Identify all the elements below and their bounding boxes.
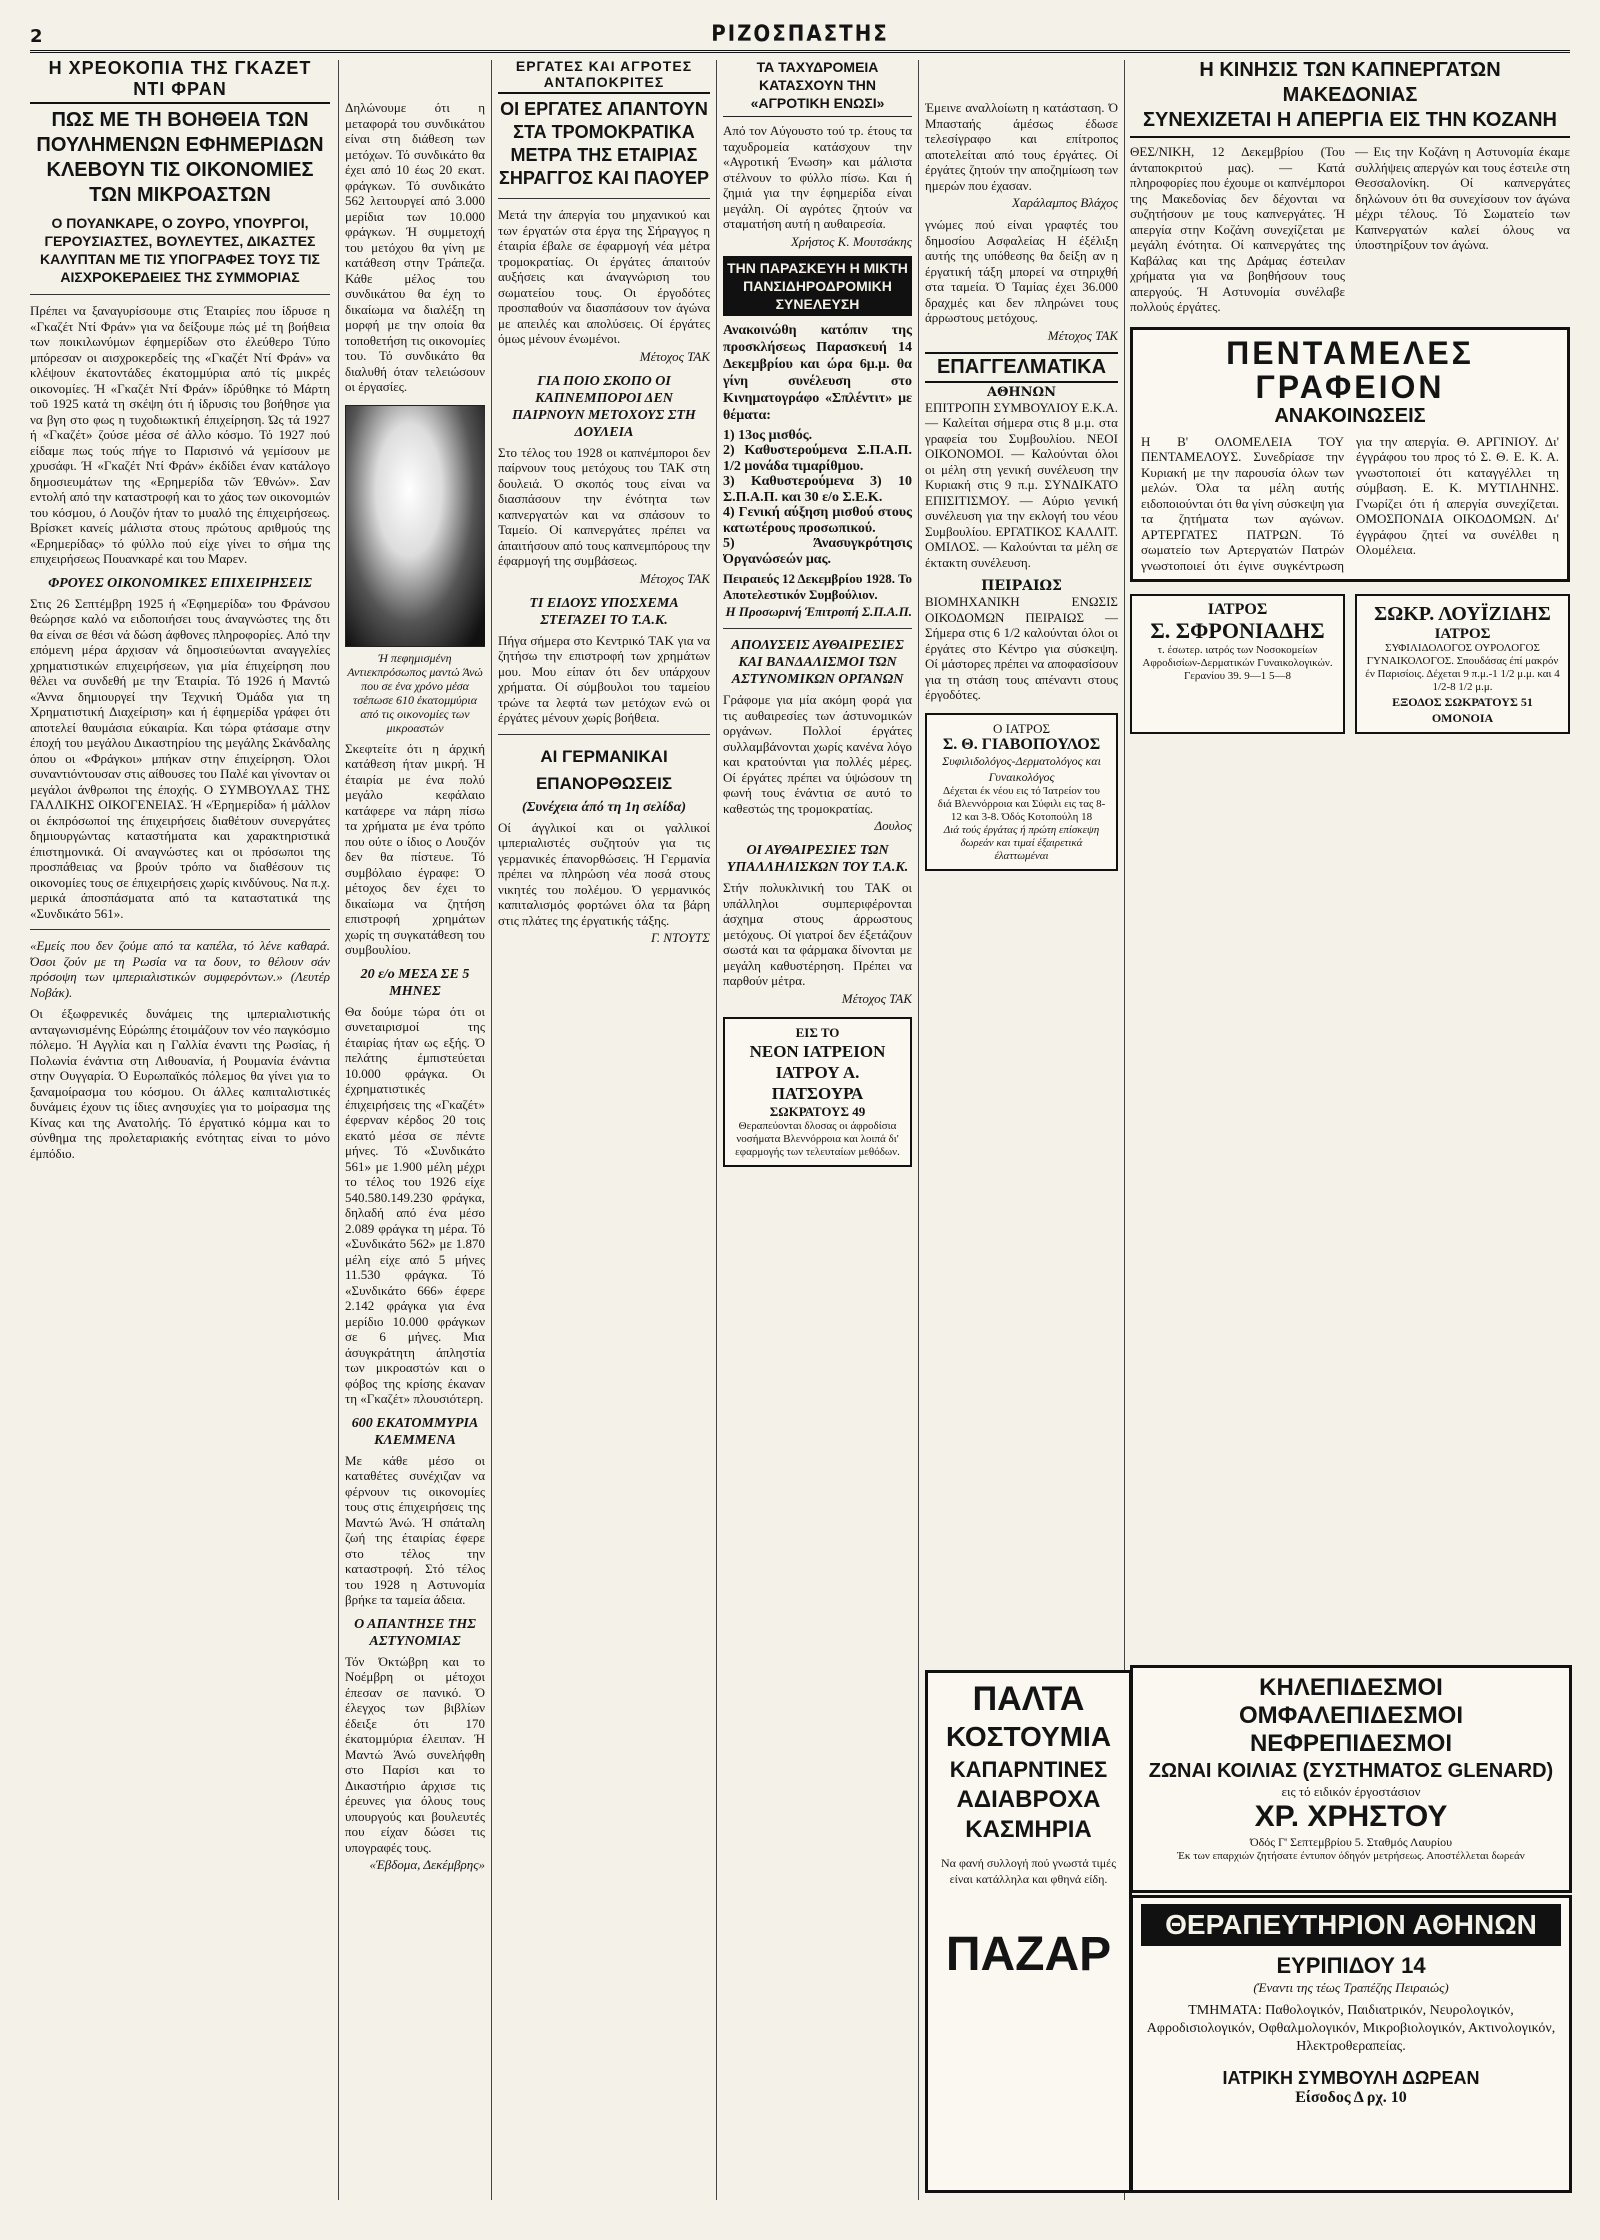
newspaper-name: ΡΙΖΟΣΠΑΣΤΗΣ bbox=[711, 22, 889, 47]
signature: Χρήστος Κ. Μουτσάκης bbox=[790, 233, 912, 249]
ad-name: Σ. Θ. ΓΙΑΒΟΠΟΥΛΟΣ bbox=[942, 735, 1101, 753]
ad-line: ΚΟΣΤΟΥΜΙΑ bbox=[945, 1721, 1112, 1752]
ad-name: Σ. ΣΦΡΟΝΙΑΔΗΣ bbox=[1150, 618, 1325, 643]
column-rule bbox=[338, 60, 339, 2200]
column-6 bbox=[1130, 58, 1570, 1618]
ad-line: ΚΗΛΕΠΙΔΕΣΜΟΙ bbox=[1259, 1674, 1443, 1701]
ad-line: ΚΑΣΜΗΡΙΑ bbox=[965, 1816, 1092, 1843]
ad-therapy-clinic bbox=[1130, 1895, 1572, 2193]
ad-text: Θεραπεύονται δλοσας οι άφροδίσια νοσήματα Βλεννόρροια και λοιπά δι' εφαρμογής των τελευταίων μεθόδων. bbox=[735, 1119, 900, 1158]
ad-text: τ. έσωτερ. ιατρός των Νοσοκομείων Αφροδισίων-Δερματικών Γυναικολογικών. Γερανίου 39. 9—1 5—8 bbox=[1142, 644, 1333, 682]
ad-line: εις τό ειδικόν έργοστάσιον bbox=[1281, 1784, 1421, 1799]
headline: Η ΚΙΝΗΣΙΣ ΤΩΝ ΚΑΠΝΕΡΓΑΤΩΝ ΜΑΚΕΔΟΝΙΑΣ bbox=[1199, 59, 1501, 106]
ad-line: ΑΔΙΑΒΡΟΧΑ bbox=[956, 1786, 1101, 1813]
ad-clothes-bazaar bbox=[925, 1670, 1132, 2193]
announcement: Πειραιεύς 12 Δεκεμβρίου 1928. Το Αποτελεστικόν Συμβούλιον. bbox=[723, 571, 912, 602]
article-body: Έμεινε αναλλοίωτη η κατάσταση. Ό Μπασταής άμέσως έδωσε τελεσίγραφο και επίτροπος αποτελείται από τους έργάτες. Οί έργάτες ζητούν την αποζημίωση των ημερών που έχασαν. bbox=[925, 100, 1118, 193]
article-body: γνώμες πού είναι γραφτές του δημοσίου Ασφαλείας Η έξέλιξη αυτής της υπόθεσης θα δείξη αν η έργατική τάξη μπορεί να στηριχθή στα ταμεία. Ό Ταμίας έχει 36.000 δραχμές και δεν πληρώνει τους άρρωστους μετόχους. bbox=[925, 217, 1118, 325]
subheading: ΦΡΟΥΕΣ ΟΙΚΟΝΟΜΙΚΕΣ ΕΠΙΧΕΙΡΗΣΕΙΣ bbox=[48, 575, 312, 591]
article-body: Θα δούμε τώρα ότι οι συνεταιρισμοί της έταιρίας ήταν ως εξής. Ό πελάτης έμπιστεύεται 10.000 φράγκα. Οι έχρηματιστικές έπιχειρήσεις της «Γκαζέτ» έφερναν κέρδος 20 τοις εκατό μέσα σε πέντε μήνες. Τό «Συνδικάτο 561» με 1.900 μέλη μέχρι το τέλος του 1926 είχε 540.580.149.230 φράγκα, δηλαδή από ένα μέσο 2.089 φράγκα τη μέρα. Τό «Συνδικάτο 562» με 1.870 μέλη είχε από 5 μήνες 11.530 φράγκα. Τό «Συνδικάτο 666» έφερε 2.142 φράγκα για ένα μερίδιο 10.000 φράγκων σε 6 μήνες. Μια άσυγκράτητη άπληστία των μικροαστών και ο φόβος της κρίσης έκαναν τη «Γκαζέτ» πλουσιότερη. bbox=[345, 1003, 485, 1406]
ad-hernia-belts bbox=[1130, 1665, 1572, 1893]
signature: «Έβδομα, Δεκέμβρης» bbox=[369, 1857, 485, 1872]
divider bbox=[30, 294, 330, 295]
ad-name: ΣΩΚΡ. ΛΟΥΪΖΙΔΗΣ bbox=[1374, 603, 1551, 625]
ad-line: ΟΜΦΑΛΕΠΙΔΕΣΜΟΙ bbox=[1238, 1702, 1464, 1729]
ad-note: Έκ των επαρχιών ζητήσατε έντυπον όδηγόν μετρήσεως. Αποστέλλεται δωρεάν bbox=[1177, 1850, 1525, 1862]
subheading: ΑΠΟΛΥΣΕΙΣ ΑΥΘΑΙΡΕΣΙΕΣ ΚΑΙ ΒΑΝΔΑΛΙΣΜΟΙ ΤΩΝ ΑΣΤΥΝΟΜΙΚΩΝ ΟΡΓΑΝΩΝ bbox=[731, 638, 904, 687]
ad-louizidis bbox=[1355, 594, 1570, 734]
ad-name: ΧΡ. ΧΡΗΣΤΟΥ bbox=[1254, 1800, 1448, 1833]
box-subtitle: ΑΝΑΚΟΙΝΩΣΕΙΣ bbox=[1274, 404, 1426, 427]
quote: «Εμείς που δεν ζούμε από τα καπέλα, τό λένε καθαρά. Όσοι ζούν με τη Ρωσία να τα δουν, το θέλουν σάν πρόσοψη των ιμπεριαλιστικών συμφερόντων.» (Λευτέρ Νοβάκ). bbox=[30, 938, 330, 1000]
ad-title: ΙΑΤΡΟΣ bbox=[1434, 626, 1491, 642]
divider bbox=[723, 628, 912, 629]
signature: Χαράλαμπος Βλάχος bbox=[1012, 195, 1118, 210]
ad-title: ΙΑΤΡΟΣ bbox=[1207, 601, 1268, 618]
ad-line: Ο ΙΑΤΡΟΣ bbox=[992, 720, 1051, 736]
ad-fee: Είσοδος Δ ρχ. 10 bbox=[1295, 2089, 1407, 2106]
ad-title: ΝΕΟΝ ΙΑΤΡΕΙΟΝ ΙΑΤΡΟΥ Α. ΠΑΤΣΟΥΡΑ bbox=[749, 1041, 886, 1103]
subheading: 20 ε/ο ΜΕΣΑ ΣΕ 5 ΜΗΝΕΣ bbox=[360, 966, 470, 999]
article-body: Πήγα σήμερα στο Κεντρικό ΤΑΚ για να ζητήσω την επιστροφή των χρημάτων μου. Μου είπαν ότι δεν υπάρχουν χρήματα. Οί σύμβουλοι του ταμείου τρώνε τα λεφτά των μετόχων ενώ οι έργάτες μένουν χωρίς βοήθεια. bbox=[498, 632, 710, 725]
agenda-item: 3) Καθυστερούμενα 3) 10 Σ.Π.Α.Π. και 30 ε/ο Σ.Ε.Κ. bbox=[723, 474, 912, 505]
article-body: Πρέπει να ξαναγυρίσουμε στις Έταιρίες που ίδρυσε η «Γκαζέτ Ντί Φράν» για να δείξουμε πώς μέ τη βοήθεια των ποικιλωνύμων έφημερίδων στο έλεύθερο Τύπο μπόρεσαν οι αισχροκερδείς της «Γκαζέτ Ντί Φράν» να κλέψουν έκατοντάδες έκατομμύρια από τίς μικρές οικονομίες. Ή «Γκαζέτ Ντί Φράν» ίδρύθηκε τό Μάρτη τοῦ 1925 κατά τη σκέψη ότι ή ίδρυσις του βοήθησε για να βγη στο φως η τυχοδιωκτική έπιχείρηση. Ώς τά 1927 ή «Γκαζέτ» ζούσε μέσα σέ άλλο κόσμο. Τό 1927 πού είδαμε πως τούς πήγε το Παρισινό νά γεμίσουν με χρυσάφι. Ή «Γκαζέτ Ντί Φράν» έκδίδει έναν κατάλογο δημοσιευμάτων της «Ερημερίδα τῶν Έθνών». Σαν εντολή από την καταστροφή και το χάος των οικονομιών του κόσμου, ό Λουζόν ήταν το μυαλό της έπιχειρήσεως. Βρίσκετ κανείς μάλιστα στους πρώτους αριθμούς της «Ερημερίδας» τό φύλλο πού είχε γίνει το σήμα της επιχειρήσεως Πουανκαρέ και του Μαρεν. bbox=[30, 303, 330, 566]
ad-title: ΘΕΡΑΠΕΥΤΗΡΙΟΝ ΑΘΗΝΩΝ bbox=[1141, 1904, 1561, 1946]
signature: Η Προσωρινή Έπιτροπή Σ.Π.Α.Π. bbox=[725, 604, 912, 619]
ad-line: ΖΩΝΑΙ ΚΟΙΛΙΑΣ (ΣΥΣΤΗΜΑΤΟΣ GLENARD) bbox=[1148, 1760, 1554, 1782]
signature: Μέτοχος ΤΑΚ bbox=[639, 570, 710, 586]
article-body: ΕΠΙΤΡΟΠΗ ΣΥΜΒΟΥΛΙΟΥ Ε.Κ.Α. — Καλείται σήμερα στις 8 μ.μ. στα γραφεία του Συμβουλίου. ΝΕΟΙ ΟΙΚΟΝΟΜΟΙ. — Καλούνται όλοι οι μέλη στη γενική συνέλευση την Κυριακή στις 9 π.μ. ΣΥΝΔΙΚΑΤΟ ΕΠΙΣΙΤΙΣΜΟΥ. — Αύριο γενική συνέλευση για την εκλογή του νέου Συμβουλίου. ΕΡΓΑΤΙΚΟΣ ΚΑΛΛΙΤ. ΟΜΙΛΟΣ. — Καλούνται τα μέλη σε έκτακτη συνέλευση. bbox=[925, 399, 1118, 570]
announcements-box bbox=[1130, 327, 1570, 583]
subheading-reparations: ΑΙ ΓΕΡΜΑΝΙΚΑΙ ΕΠΑΝΟΡΘΩΣΕΙΣ bbox=[535, 746, 673, 793]
ad-note: ΙΑΤΡΙΚΗ ΣΥΜΒΟΥΛΗ ΔΩΡΕΑΝ bbox=[1222, 2068, 1480, 2088]
article-body: Σκεφτείτε ότι η άρχική κατάθεση ήταν μικρή. Ή έταιρία με ένα πολύ μεγάλο κεφάλαιο κατάφερε να πάρη πίσω τα χρήματα με ένα τρόπο που ούτε ο ίδιος ο Λουζόν δεν θα πίστευε. Τό συμβόλαιο έγραφε: Ό μέτοχος δεν έχει το δικαίωμα να ζητήση επιστροφή χρημάτων χωρίς τη συγκατάθεση του συμβουλίου. bbox=[345, 740, 485, 957]
deck: Ο ΠΟΥΑΝΚΑΡΕ, Ο ΖΟΥΡΟ, ΥΠΟΥΡΓΟΙ, ΓΕΡΟΥΣΙΑΣΤΕΣ, ΒΟΥΛΕΥΤΕΣ, ΔΙΚΑΣΤΕΣ ΚΑΛΥΠΤΑΝ ΜΕ ΤΙΣ ΥΠΟΓΡΑΦΕΣ ΤΟΥΣ ΤΙΣ ΑΙΣΧΡΟΚΕΡΔΕΙΕΣ ΤΗΣ ΣΥΜΜΟΡΙΑΣ bbox=[40, 215, 320, 285]
column-rule bbox=[918, 60, 919, 2200]
ad-text: Να φανή συλλογή πού γνωστά τιμές είναι κατάλληλα και φθηνά είδη. bbox=[941, 1856, 1116, 1886]
masthead bbox=[30, 20, 1570, 53]
ad-address: ΕΞΟΔΟΣ ΣΩΚΡΑΤΟΥΣ 51 ΟΜΟΝΟΙΑ bbox=[1392, 695, 1533, 725]
agenda-item: 4) Γενική αύξηση μισθού στους κατωτέρους προσωπικού. bbox=[723, 505, 912, 536]
article-body: Στις 26 Σεπτέμβρη 1925 ή «Έφημερίδα» του Φράνσου θεώρησε καλό να ειδοποιήσει τους άναγνώστες της δτι θα είναι σε θέσι νά δώση άφθονες πληροφορίες. Από την επόμενη μέρα άρχισαν νά δημοσιεύωνται αναγγελίες χρηματιστικών επιχειρήσεων, για μία έπιχείρηση που θέλει να συνδεθή με την Έταιρία. Τό 1926 ή Μαντώ «Άννα δημιουργεί την Τεχνική Όμάδα για τη Χρηματιστική Διαχείριση» και ή έφημερίδα γράφει ότι αποτελεί θαυμάσια εύκαιρία. Και τώρα φτάσαμε στην έποχή του μεγάλου Δικαστηρίου της μεγάλης Σκάνδαλης όπου οι «Φράγκοι» μπήκαν στην έπιχείρηση. Όλοι συναντιόντουσαν στις αίθουσες του Παλέ και γίνονταν οι μεγάλοι άνθρωποι της έποχής. Ο ΣΥΜΒΟΥΛΑΣ ΤΗΣ ΓΑΛΛΙΚΗΣ ΟΙΚΟΓΕΝΕΙΑΣ. Ή «Έρημερίδα» ή μάλλον οι έκπρόσωποί της έπιχειρήσεις διαθέτουν συνεργάτες δημιουργώντας καταστήματα και χαρακτηριστικά έπιστημονικά. Οί αναγνώστες και οι πρόσωποι της προσπάθειας να βρούν τρόπο να διαθέσουν τις οικονομίες τους σε έπιχειρήσεις χωρίς κινδύνους. Να π.χ. μερικά άποσπάσματα από τα καταστατικά της «Συνδικάτο 561». bbox=[30, 595, 330, 921]
ad-address: ΣΩΚΡΑΤΟΥΣ 49 bbox=[769, 1103, 866, 1119]
section-heading-professional: ΕΠΑΓΓΕΛΜΑΤΙΚΑ bbox=[925, 352, 1118, 383]
column-rule bbox=[716, 60, 717, 2200]
signature: Μέτοχος ΤΑΚ bbox=[639, 348, 710, 364]
ad-sfroniadis bbox=[1130, 594, 1345, 734]
kicker: Η ΧΡΕΟΚΟΠΙΑ ΤΗΣ ΓΚΑΖΕΤ ΝΤΙ ΦΡΑΝ bbox=[30, 58, 330, 104]
ad-name: ΠΑΖΑΡ bbox=[945, 1928, 1112, 1981]
article-body: Τόν Όκτώβρη και το Νοέμβρη οι μέτοχοι έπεσαν σε πανικό. Ό έλεγχος των βιβλίων έδειξε ότι 170 έκατομμύρια έλειπαν. Ή Μαντώ Άνώ συνελήφθη στο Παρίσι και το Δικαστήριο άρχισε τις έρευνες για όλους τους υπουργούς και βουλευτές που είχαν δώσει τις υπογραφές τους. bbox=[345, 1653, 485, 1855]
ad-specialty: Συφιλιδολόγος-Δερματολόγος και Γυναικολόγος bbox=[942, 753, 1101, 784]
divider bbox=[498, 198, 710, 199]
article-body: Από τον Αύγουστο τού τρ. έτους τα ταχυδρομεία κατάσχουν την «Αγροτική Ένωση» και μάλιστα στέλνουν το φύλλο πίσω. Και ή ζημιά για την έφημερίδα είναι μεγάλη. Οί αγρότες ζητούν να σταματήση αυτή η αυθαιρεσία. bbox=[723, 123, 912, 231]
article-body: Δηλώνουμε ότι η μεταφορά του συνδικάτου είναι στη διάθεση των μετόχων. Τό συνδικάτο θα έχει από 10 έως 20 εκατ. φράγκων. Τό συνδικάτο 562 λειτουργεί από 3.000 μερίδια των 10.000 φράγκων. Ή συμμετοχή του μετόχου θα γίνη με κατάθεση στην Τράπεζα. Κάθε μέλος του συνδικάτου θα έχη το δικαίωμα να διαλέξη τη μορφή με την οποία θα τοποθετήση τις οικονομίες του. Τό συνδικάτο θα διαλυθή όταν τελειώσουν οι έργασίες. bbox=[345, 100, 485, 394]
headline: ΤΑ ΤΑΧΥΔΡΟΜΕΙΑ ΚΑΤΑΣΧΟΥΝ ΤΗΝ «ΑΓΡΟΤΙΚΗ ΕΝΩΣΙ» bbox=[723, 58, 912, 117]
ad-note: Διά τούς έργάτας ή πρώτη επίσκεψη δωρεάν και τιμαί έξαιρετικά έλαττωμέναι bbox=[943, 823, 1100, 862]
signature: Μέτοχος ΤΑΚ bbox=[1047, 327, 1118, 343]
article-body: ΘΕΣ/ΝΙΚΗ, 12 Δεκεμβρίου (Του άνταποκριτού μας). — Κατά πληροφορίες που έχουμε οι καπνέμποροι της Μακεδονίας δεν δέχονται να συζητήσουν με τους καπνεργάτες. Ή απεργία στην Κοζάνη συνεχίζεται με μεγάλη ένότητα. Οί καπνεργάτες της Καβάλας και της Δράμας έστειλαν χρήματα για να βοηθήσουν τους απεργούς. Ή Αστυνομία συνέλαβε πολλούς έργάτες. bbox=[1130, 144, 1345, 314]
agenda-item: 2) Καθυστερούμενα Σ.Π.Α.Π. 1/2 μονάδα τιμαρίθμου. bbox=[723, 443, 912, 474]
announcement: Ανακοινώθη κατόπιν της προσκλήσεως Παρασκευή 14 Δεκεμβρίου και ώρα 6μ.μ. θα γίνη συνέλευση στο Κινηματογράφο «Σπλέντιτ» με θέματα: bbox=[723, 322, 912, 423]
page-number: 2 bbox=[30, 26, 43, 47]
headline: ΣΥΝΕΧΙΖΕΤΑΙ Η ΑΠΕΡΓΙΑ ΕΙΣ ΤΗΝ ΚΟΖΑΝΗ bbox=[1130, 108, 1570, 138]
subheading: Ο ΑΠΑΝΤΗΣΕ ΤΗΣ ΑΣΤΥΝΟΜΙΑΣ bbox=[354, 1616, 476, 1649]
article-body: Με κάθε μέσο οι καταθέτες συνέχιζαν να φέρνουν τις οικονομίες τους στις έπιχειρήσεις της Μαντώ Άνώ. Ή σπάταλη ζωή της έταιρίας έφερε στο τέλος την καταστροφή. Στό τέλος του 1928 η Αστυνομία βρήκε τα ταμεία άδεια. bbox=[345, 1452, 485, 1607]
headline-meeting: ΤΗΝ ΠΑΡΑΣΚΕΥΗ Η ΜΙΚΤΗ ΠΑΝΣΙΔΗΡΟΔΡΟΜΙΚΗ ΣΥΝΕΛΕΥΣΗ bbox=[723, 256, 912, 316]
box-title: ΠΕΝΤΑΜΕΛΕΣ ΓΡΑΦΕΙΟΝ bbox=[1226, 334, 1474, 405]
column-4 bbox=[723, 58, 912, 2198]
section-city: ΠΕΙΡΑΙΩΣ bbox=[981, 578, 1062, 594]
article-body: Στο τέλος του 1928 οι καπνέμποροι δεν παίρνουν τους μετόχους του ΤΑΚ στη δουλειά. Ό σκοπός τους είναι να διασπάσουν την ένότητα των καπνεργατών και να σπάσουν το Ταμείο. Οί καπνεργάτες πρέπει να άπαιτήσουν από τους καπνεμπόρους την έφαρμογή της συμβάσεως. bbox=[498, 444, 710, 568]
divider bbox=[30, 929, 330, 930]
portrait-photo bbox=[345, 405, 485, 647]
subheading: ΤΙ ΕΙΔΟΥΣ ΥΠΟΣΧΕΜΑ ΣΤΕΓΑΖΕΙ ΤΟ Τ.Α.Κ. bbox=[529, 595, 679, 628]
divider bbox=[498, 734, 710, 735]
article-body: Στήν πολυκλινική του ΤΑΚ οι υπάλληλοι συμπεριφέρονται άσχημα στους άρρωστους μετόχους. Οί γιατροί δεν έξετάζουν σωστά και τα φάρμακα δίνονται με μεγάλη καθυστέρηση. Πρέπει να παρθούν μέτρα. bbox=[723, 880, 912, 988]
ad-patsouras bbox=[723, 1017, 912, 1167]
column-5 bbox=[925, 100, 1118, 1660]
kicker: ΕΡΓΑΤΕΣ ΚΑΙ ΑΓΡΟΤΕΣ ΑΝΤΑΠΟΚΡΙΤΕΣ bbox=[498, 58, 710, 94]
ad-line: ΠΑΛΤΑ bbox=[972, 1680, 1085, 1718]
article-body: Μετά την άπεργία του μηχανικού και των έργατών στα έργα της Σήραγγος η έταιρία έβαλε σε έφαρμογή νέα μέτρα τρομοκρατίας. Οι έργάτες άπαιτούν αυξήσεις και άναγνώριση του σωματείου τους. Οι έργοδότες προσπαθούν να διασπάσουν τον άγώνα με απειλές και απολύσεις. Οί έργάτες όμως μένουν ένωμένοι. bbox=[498, 207, 710, 346]
ad-line: ΚΑΠΑΡΝΤΙΝΕΣ bbox=[949, 1757, 1108, 1782]
ad-line: ΕΙΣ ΤΟ bbox=[795, 1024, 840, 1040]
correspondents-column bbox=[498, 58, 710, 2198]
headline: ΟΙ ΕΡΓΑΤΕΣ ΑΠΑΝΤΟΥΝ ΣΤΑ ΤΡΟΜΟΚΡΑΤΙΚΑ ΜΕΤΡΑ ΤΗΣ ΕΤΑΙΡΙΑΣ ΣΗΡΑΓΓΟΣ ΚΑΙ ΠΑΟΥΕΡ bbox=[499, 99, 709, 188]
ad-subtitle: (Έναντι της τέως Τραπέζης Πειραιώς) bbox=[1253, 1980, 1449, 1995]
ad-text: Δέχεται έκ νέου εις τό Ίατρείον του διά Βλεννόρροια και Σύφιλι εις τας 8-12 και 3-8. Όδός Κοτοπούλη 18 bbox=[937, 784, 1106, 823]
agenda-list bbox=[723, 428, 912, 568]
article-body: Γράφομε για μία ακόμη φορά για τις αυθαιρεσίες των άστυνομικών οργάνων. Πολλοί έργάτες συλλαμβάνονται χωρίς κανένα λόγο και κρατούνται για πολλές μέρες. Οί έργάτες πρέπει να ύψώσουν τη φωνή τους ένάντια σε αυτό το καθεστώς της τρομοκρατίας. bbox=[723, 692, 912, 816]
subheading: 600 ΕΚΑΤΟΜΜΥΡΙΑ ΚΛΕΜΜΕΝΑ bbox=[351, 1415, 479, 1448]
article-gazette-column bbox=[30, 58, 330, 2198]
subheading-note: (Συνέχεια άπό τη 1η σελίδα) bbox=[522, 799, 686, 815]
subheading: ΓΙΑ ΠΟΙΟ ΣΚΟΠΟ ΟΙ ΚΑΠΝΕΜΠΟΡΟΙ ΔΕΝ ΠΑΙΡΝΟΥΝ ΜΕΤΟΧΟΥΣ ΣΤΗ ΔΟΥΛΕΙΑ bbox=[512, 373, 696, 440]
article-gazette-continued bbox=[345, 100, 485, 2240]
column-rule bbox=[491, 60, 492, 2200]
ad-address: ΕΥΡΙΠΙΔΟΥ 14 bbox=[1276, 1953, 1426, 1978]
ad-text: ΣΥΦΙΛΙΔΟΛΟΓΟΣ ΟΥΡΟΛΟΓΟΣ ΓΥΝΑΙΚΟΛΟΓΟΣ. Σπουδάσας έπί μακρόν έν Παρισίοις. Δέχεται 9 π.μ.-1 1/2 μ.μ. και 4 1/2-8 1/2 μ.μ. bbox=[1365, 642, 1560, 693]
signature: Γ. ΝΤΟΥΤΣ bbox=[651, 930, 710, 945]
subheading: ΟΙ ΑΥΘΑΙΡΕΣΙΕΣ ΤΩΝ ΥΠΑΛΛΗΛΙΣΚΩΝ ΤΟΥ Τ.Α.Κ. bbox=[726, 843, 909, 875]
signature: Δουλος bbox=[874, 818, 912, 833]
ad-text: ΤΜΗΜΑΤΑ: Παθολογικόν, Παιδιατρικόν, Νευρολογικόν, Αφροδισιολογικόν, Οφθαλμολογικόν, Μικροβιολογικόν, Ακτινολογικόν, Ηλεκτροθεραπείας. bbox=[1146, 2003, 1556, 2054]
agenda-item: 1) 13ος μισθός. bbox=[723, 427, 813, 443]
agenda-item: 5) Άνασυγκρότησις Όργανώσεών μας. bbox=[723, 536, 912, 567]
article-body: — Εις την Κοζάνη η Αστυνομία έκαμε συλλήψεις απεργών και τους έστειλε στη Θεσσαλονίκη. Οί καπνεργάτες δηλώνουν ότι θα συνεχίσουν τον άγώνα μέχρι τέλους. Τό Σωματείο των Καπνεργατών καλεί όλους να ύποστηρίξουν τον άγώνα. bbox=[1355, 144, 1570, 252]
ad-address: Όδός Γ' Σεπτεμβρίου 5. Σταθμός Λαυρίου bbox=[1249, 1835, 1453, 1849]
headline: ΠΩΣ ΜΕ ΤΗ ΒΟΗΘΕΙΑ ΤΩΝ ΠΟΥΛΗΜΕΝΩΝ ΕΦΗΜΕΡΙΔΩΝ ΚΛΕΒΟΥΝ ΤΙΣ ΟΙΚΟΝΟΜΙΕΣ ΤΩΝ ΜΙΚΡΟΑΣΤΩΝ bbox=[36, 109, 324, 206]
article-body: Οι έξωφρενικές δυνάμεις της ιμπεριαλιστικής ανταγωνισμένης Εύρώπης έτοιμάζουν τον νέο παγκόσμιο πόλεμο. Ή Αγγλία και η Γαλλία έναντι της Ρωσίας, ή Πολωνία ένάντια στη Λιθουανία, ή Ρουμανία ένάντια στην Ουγγαρία. Ό Ευρωπαϊκός πόλεμος θα γίνει για το ξαναμοίρασμα του κόσμου. Οι άλλες καπιταλιστικές δυνάμεις έχουν τις ίδιες ανησυχίες για το μοίρασμα της Κίνας και της Ανατολής. Τό έργατικό κόμμα και το σύνθημα της προλεταριακής ενότητας είναι το μόνο έμπόδιο. bbox=[30, 1006, 330, 1161]
photo-caption: Ή πεφημισμένη Αντιεκπρόσωπος μαντώ Άνώ που σε ένα χρόνο μέσα τσέπωσε 610 έκατομμύρια από τις οικονομίες των μικροαστών bbox=[347, 650, 483, 735]
ad-giavopoulos bbox=[925, 713, 1118, 871]
section-city: ΑΘΗΝΩΝ bbox=[986, 384, 1057, 400]
ad-line: ΝΕΦΡΕΠΙΔΕΣΜΟΙ bbox=[1249, 1730, 1453, 1757]
box-body: Η Β' ΟΛΟΜΕΛΕΙΑ ΤΟΥ ΠΕΝΤΑΜΕΛΟΥΣ. Συνεδρίασε την Κυριακή με την παρουσία όλων των μελών. Όλα τα μέλη αυτής ειδοποιούνται ότι θα γίνη σύσκεψη για τα ζητήματα των αγώνων. ΑΡΤΕΡΓΑΤΕΣ ΠΑΤΡΩΝ. Τό σωματείο των Αρτεργατών Πατρών γνωστοποιεί ότι έγινε συγκέντρωση για την απεργία. Θ. ΑΡΓΙΝΙΟΥ. Δι' έγγράφου του προς τό Σ. Θ. Ε. Κ. Α. γνωστοποιεί ότι καταγγέλλει τη σύμβαση. Ε. Κ. ΜΥΤΙΛΗΝΗΣ. Γνωρίζει ότι ή απεργία συνεχίζεται. ΟΜΟΣΠΟΝΔΙΑ ΟΙΚΟΔΟΜΩΝ. Δι' έγγράφου ζητεί να συνέλθει η Ολομέλεια. bbox=[1141, 433, 1559, 573]
article-body: Οί άγγλικοί και οι γαλλικοί ιμπεριαλιστές συζητούν για τις γερμανικές έπανορθώσεις. Ή Γερμανία πρέπει να πληρώση νέα ποσά στους νικητές του πολέμου. Ό γερμανικός καπιταλισμός φορτώνει όλα τα βάρη στις πλάτες της έργατικής τάξης. bbox=[498, 819, 710, 928]
signature: Μέτοχος ΤΑΚ bbox=[841, 990, 912, 1006]
article-body: ΒΙΟΜΗΧΑΝΙΚΗ ΕΝΩΣΙΣ ΟΙΚΟΔΟΜΩΝ ΠΕΙΡΑΙΩΣ — Σήμερα στις 6 1/2 καλούνται όλοι οι έργάτες στο Κέντρο για σύσκεψη. Οί μάστορες πρέπει να αποφασίσουν για τη στάση τους απέναντι στους έργοδότες. bbox=[925, 594, 1118, 702]
